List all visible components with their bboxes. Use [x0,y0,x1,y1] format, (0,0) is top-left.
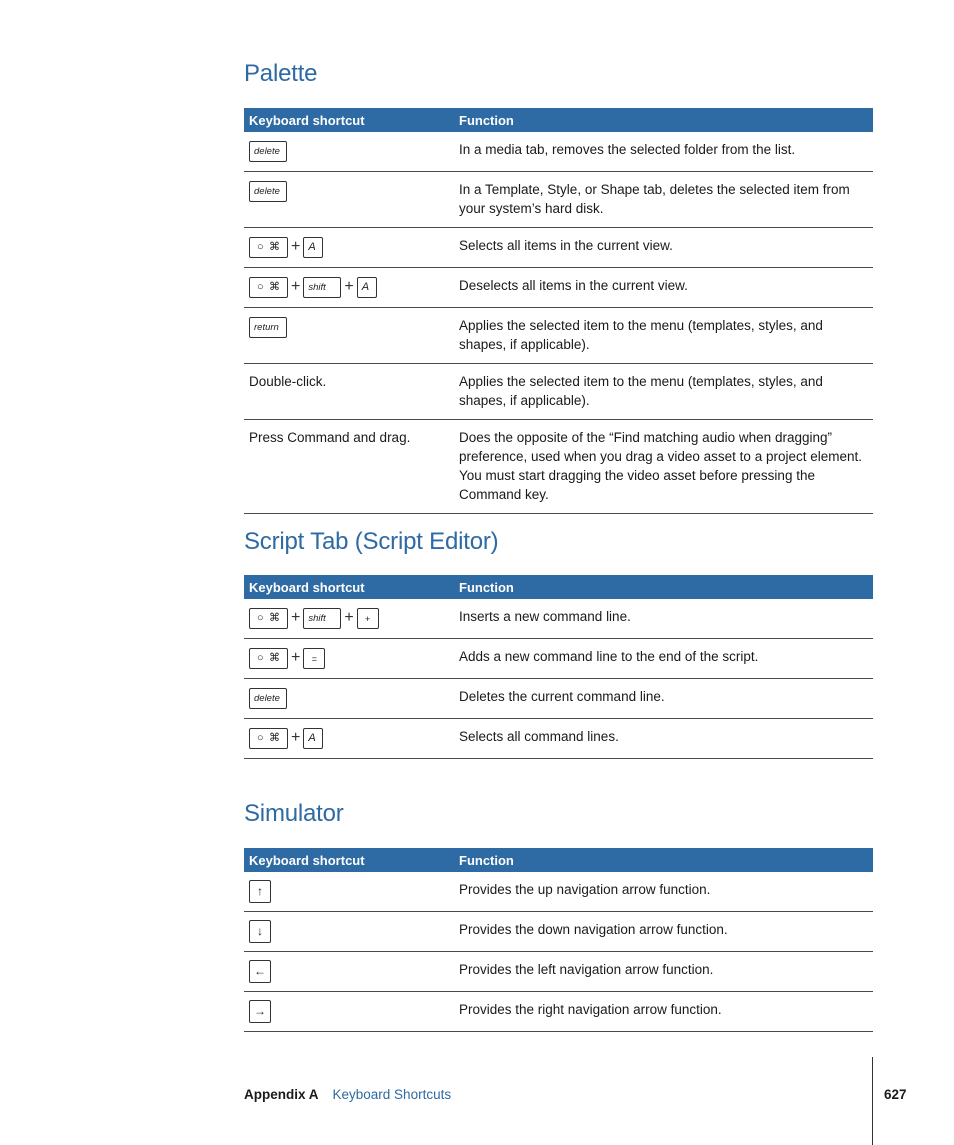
function-cell: In a media tab, removes the selected folder from the list. [454,132,873,172]
arrow-right-key-icon: → [249,1000,271,1023]
key-combination [249,920,449,942]
key-combination [249,727,449,749]
shortcut-cell [244,912,454,952]
plus-separator: + [344,278,354,295]
apple-logo-icon: ○ [257,651,264,664]
shortcut-cell [244,872,454,912]
table-row [244,308,873,364]
shortcut-cell [244,992,454,1032]
command-key-icon [249,237,288,258]
function-cell: Applies the selected item to the menu (templates, styles, and shapes, if applicable). [454,364,873,420]
apple-logo-icon: ○ [257,280,264,293]
command-key-icon [249,277,288,298]
script-tab-table [244,575,873,759]
shortcut-cell [244,268,454,308]
section-title-palette: Palette [244,60,318,87]
footer-divider [872,1057,873,1145]
apple-logo-icon: ○ [257,731,264,744]
table-row [244,639,873,679]
key-combination [249,687,449,709]
symbol-key: = [303,648,325,669]
column-header-shortcut: Keyboard shortcut [244,108,454,132]
arrow-left-key-icon: ← [249,960,271,983]
shift-key: shift [303,608,341,629]
command-symbol-icon: ⌘ [269,731,280,744]
column-header-shortcut: Keyboard shortcut [244,575,454,599]
simulator-table [244,848,873,1032]
command-key-icon [249,608,288,629]
table-row [244,364,873,420]
key-combination [249,276,449,298]
page-number: 627 [884,1087,907,1102]
table-row [244,268,873,308]
palette-section [244,60,873,514]
key-combination [249,316,449,338]
table-row [244,872,873,912]
table-row [244,420,873,514]
shortcut-cell: Press Command and drag. [244,420,454,514]
table-row [244,719,873,759]
key-combination [249,140,449,162]
shortcut-cell [244,228,454,268]
function-cell: Provides the left navigation arrow function. [454,952,873,992]
plus-separator: + [291,609,301,626]
table-row [244,952,873,992]
section-title-simulator: Simulator [244,800,344,827]
delete-key: delete [249,688,287,709]
section-title-script-tab: Script Tab (Script Editor) [244,528,499,555]
page-footer [244,1087,451,1102]
return-key: return [249,317,287,338]
command-key-icon [249,648,288,669]
column-header-shortcut: Keyboard shortcut [244,848,454,872]
plus-separator: + [291,649,301,666]
function-cell: Adds a new command line to the end of the script. [454,639,873,679]
column-header-function: Function [454,848,873,872]
apple-logo-icon: ○ [257,611,264,624]
plus-separator: + [291,238,301,255]
function-cell: Deselects all items in the current view. [454,268,873,308]
footer-chapter-title: Keyboard Shortcuts [332,1087,452,1102]
function-cell: Deletes the current command line. [454,679,873,719]
delete-key: delete [249,141,287,162]
function-cell: Selects all command lines. [454,719,873,759]
command-symbol-icon: ⌘ [269,240,280,253]
key-combination [249,180,449,202]
plus-separator: + [291,278,301,295]
palette-table [244,108,873,514]
footer-appendix: Appendix A [244,1087,319,1102]
function-cell: Inserts a new command line. [454,599,873,639]
column-header-function: Function [454,575,873,599]
arrow-up-key-icon: ↑ [249,880,271,903]
plus-separator: + [344,609,354,626]
shortcut-cell [244,599,454,639]
shift-key: shift [303,277,341,298]
table-row [244,132,873,172]
apple-logo-icon: ○ [257,240,264,253]
command-key-icon [249,728,288,749]
key-combination [249,960,449,982]
key-combination [249,1000,449,1022]
shortcut-cell [244,172,454,228]
table-row [244,228,873,268]
simulator-section [244,800,873,1032]
shortcut-cell [244,679,454,719]
function-cell: Provides the right navigation arrow function. [454,992,873,1032]
shortcut-cell [244,639,454,679]
arrow-down-key-icon: ↓ [249,920,271,943]
letter-key: A [303,237,323,258]
table-row [244,679,873,719]
key-combination [249,607,449,629]
table-row [244,992,873,1032]
table-row [244,172,873,228]
key-combination [249,236,449,258]
function-cell: Does the opposite of the “Find matching audio when dragging” preference, used when you drag a video asset to a project element. You must start dragging the video asset before pressing the Command key. [454,420,873,514]
symbol-key: + [357,608,379,629]
function-cell: In a Template, Style, or Shape tab, deletes the selected item from your system’s hard disk. [454,172,873,228]
command-symbol-icon: ⌘ [269,280,280,293]
letter-key: A [357,277,377,298]
shortcut-cell [244,132,454,172]
column-header-function: Function [454,108,873,132]
delete-key: delete [249,181,287,202]
command-symbol-icon: ⌘ [269,611,280,624]
letter-key: A [303,728,323,749]
command-symbol-icon: ⌘ [269,651,280,664]
plus-separator: + [291,729,301,746]
shortcut-cell [244,719,454,759]
shortcut-cell [244,308,454,364]
function-cell: Applies the selected item to the menu (templates, styles, and shapes, if applicable). [454,308,873,364]
key-combination [249,880,449,902]
key-combination [249,647,449,669]
function-cell: Provides the up navigation arrow function. [454,872,873,912]
table-row [244,599,873,639]
shortcut-cell: Double-click. [244,364,454,420]
function-cell: Provides the down navigation arrow function. [454,912,873,952]
table-row [244,912,873,952]
script-tab-section [244,528,873,759]
function-cell: Selects all items in the current view. [454,228,873,268]
shortcut-cell [244,952,454,992]
